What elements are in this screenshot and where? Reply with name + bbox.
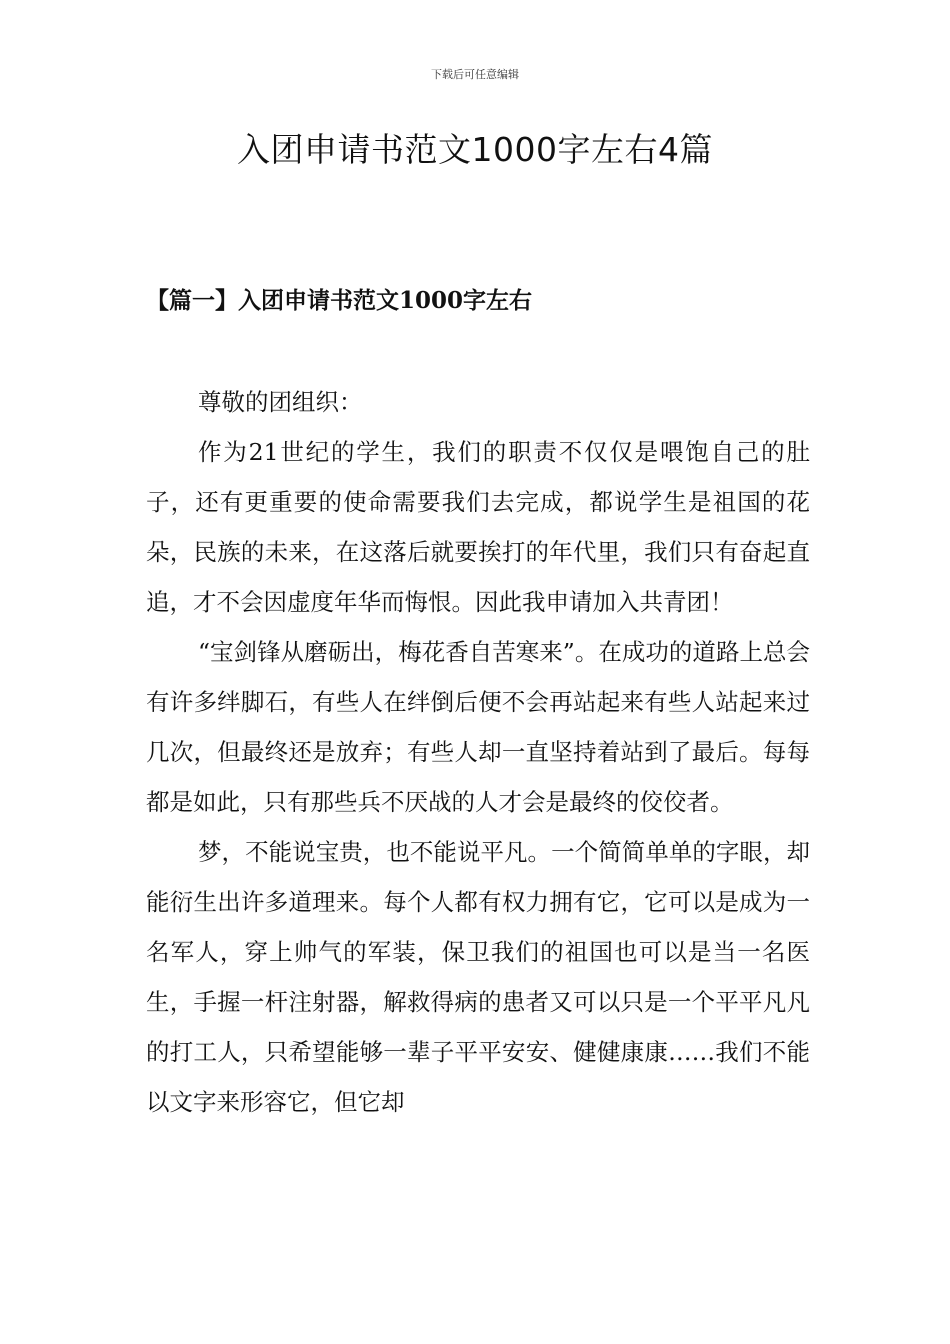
paragraph-2: “宝剑锋从磨砺出，梅花香自苦寒来”。在成功的道路上总会有许多绊脚石，有些人在绊倒后便不会再站起来有些人站起来过几次，但最终还是放弃；有些人却一直坚持着站到了最后。每每都是如此，只有那些兵不厌战的人才会是最终的佼佼者。 (146, 638, 810, 816)
header-note: 下载后可任意编辑 (431, 68, 519, 81)
section-heading: 【篇一】入团申请书范文1000字左右 (146, 287, 533, 314)
salutation: 尊敬的团组织： (198, 388, 363, 416)
paragraph-1: 作为21世纪的学生，我们的职责不仅仅是喂饱自己的肚子，还有更重要的使命需要我们去完成，都说学生是祖国的花朵，民族的未来，在这落后就要挨打的年代里，我们只有奋起直追，才不会因虚度年华而悔恨。因此我申请加入共青团！ (146, 438, 810, 616)
letter-body (146, 377, 810, 1127)
document-title: 入团申请书范文1000字左右4篇 (237, 130, 713, 169)
paragraph-3: 梦，不能说宝贵，也不能说平凡。一个简简单单的字眼，却能衍生出许多道理来。每个人都有权力拥有它，它可以是成为一名军人，穿上帅气的军装，保卫我们的祖国也可以是当一名医生，手握一杆注射器，解救得病的患者又可以只是一个平平凡凡的打工人，只希望能够一辈子平平安安、健健康康……我们不能以文字来形容它，但它却 (146, 838, 810, 1116)
